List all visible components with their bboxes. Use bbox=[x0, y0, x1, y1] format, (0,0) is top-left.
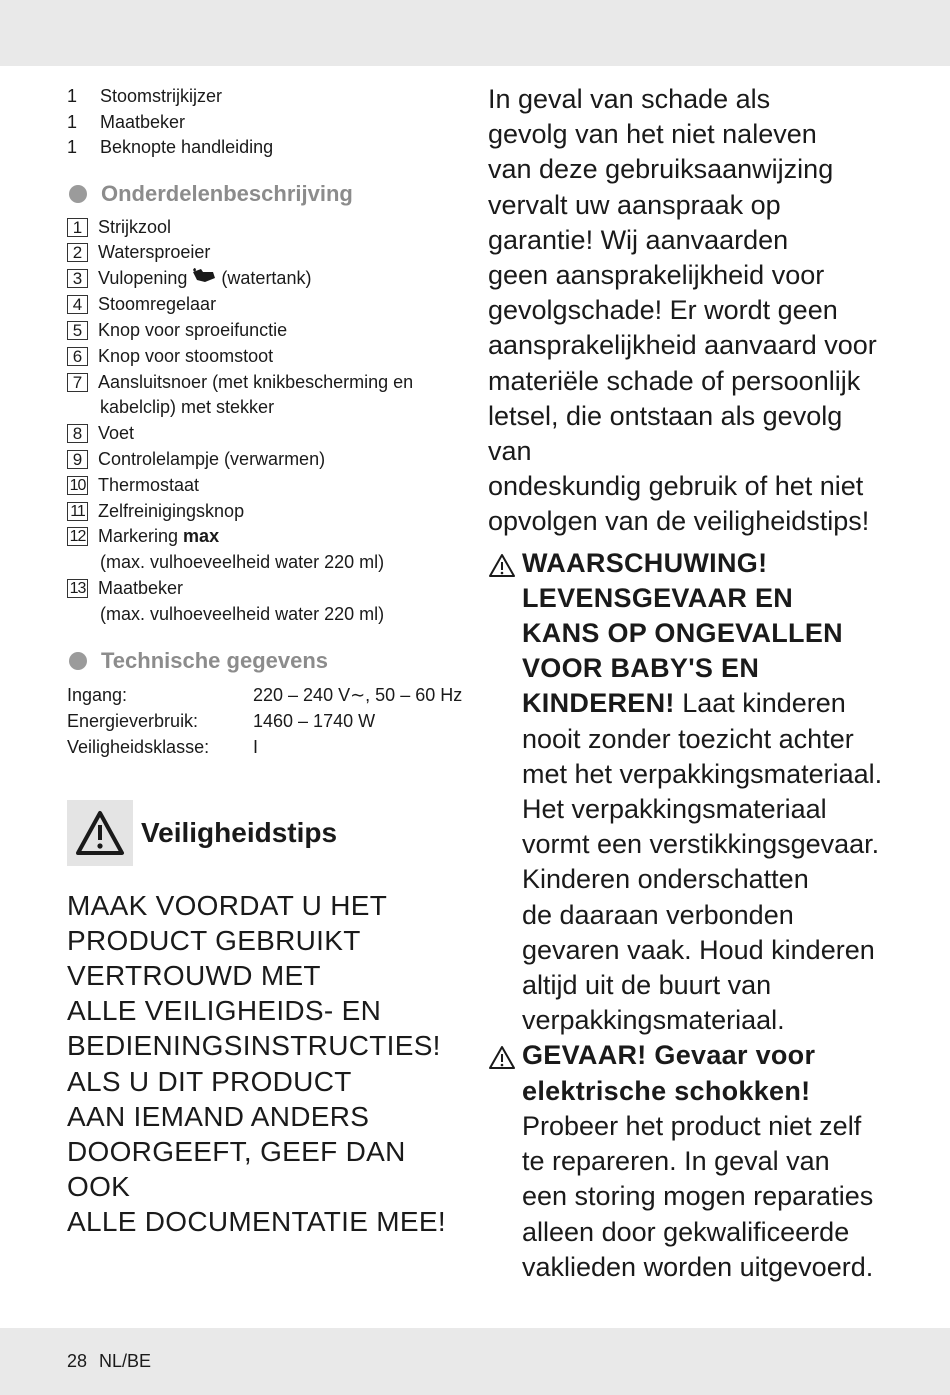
page-footer bbox=[67, 1351, 151, 1372]
list-item: 11 Zelfreinigingsknop bbox=[67, 499, 467, 525]
bullet-icon bbox=[69, 185, 87, 203]
table-row: Ingang: 220 – 240 V∼, 50 – 60 Hz bbox=[67, 684, 463, 705]
water-fill-icon bbox=[191, 266, 217, 292]
list-item: 8 Voet bbox=[67, 421, 467, 447]
list-item-continuation: (max. vulhoeveelheid water 220 ml) bbox=[100, 552, 385, 573]
list-item: 7 Aansluitsnoer (met knikbescherming en bbox=[67, 370, 467, 396]
warning-triangle-icon bbox=[488, 546, 522, 1039]
tech-heading: Technische gegevens bbox=[67, 648, 467, 674]
parts-heading: Onderdelenbeschrijving bbox=[67, 181, 467, 207]
list-item: 13 Maatbeker bbox=[67, 576, 467, 602]
bullet-icon bbox=[69, 652, 87, 670]
table-row: Veiligheidsklasse: I bbox=[67, 736, 259, 757]
list-item: 6 Knop voor stoomstoot bbox=[67, 344, 467, 370]
list-item: 3 Vulopening (watertank) bbox=[67, 266, 467, 292]
list-item: 1 Strijkzool bbox=[67, 215, 467, 241]
list-item: 12 Markering max bbox=[67, 524, 467, 550]
spec-table bbox=[67, 682, 467, 760]
safety-heading: Veiligheidstips bbox=[67, 800, 467, 866]
header-band bbox=[0, 0, 950, 66]
warning-children: WAARSCHUWING! LEVENSGEVAAR EN KANS OP ONGEVALLEN VOOR BABY'S EN KINDEREN! Laat kinderen nooit zonder toezicht achter met het verpakkingsmateriaal. Het verpakkingsmateriaal vormt een verstikkingsgevaar. Kinderen onderschatten de daaraan verbonden gevaren vaak. Houd kinderen altijd uit de buurt van verpakkingsmateriaal. bbox=[488, 546, 888, 1039]
page-number: 28 bbox=[67, 1351, 88, 1371]
left-column bbox=[67, 84, 467, 1240]
warning-electric: GEVAAR! Gevaar voor elektrische schokken! Probeer het product niet zelf te repareren. In geval van een storing mogen reparaties alleen door gekwalificeerde vaklieden worden uitgevoerd. bbox=[488, 1038, 888, 1284]
liability-paragraph: In geval van schade als gevolg van het niet naleven van deze gebruiksaanwijzing vervalt uw aanspraak op garantie! Wij aanvaarden geen aansprakelijkheid voor gevolgschade! Er wordt geen aansprakelijkheid aanvaard voor materiële schade of persoonlijk letsel, die ontstaan als gevolg van ondeskundig gebruik of het niet opvolgen van de veiligheidstips! bbox=[488, 84, 877, 537]
safety-caps-text: MAAK VOORDAT U HET PRODUCT GEBRUIKT VERTROUWD MET ALLE VEILIGHEIDS- EN BEDIENINGSINSTRUCTIES! ALS U DIT PRODUCT AAN IEMAND ANDERS DOORGEEFT, GEEF DAN OOK ALLE DOCUMENTATIE MEE! bbox=[67, 889, 446, 1238]
list-item: 4 Stoomregelaar bbox=[67, 292, 467, 318]
list-item: 5 Knop voor sproeifunctie bbox=[67, 318, 467, 344]
list-item: 10 Thermostaat bbox=[67, 473, 467, 499]
list-item: 2 Watersproeier bbox=[67, 240, 467, 266]
warning-icon bbox=[67, 800, 133, 866]
warning-triangle-icon bbox=[488, 1038, 522, 1284]
table-row: Energieverbruik: 1460 – 1740 W bbox=[67, 710, 376, 731]
language-code: NL/BE bbox=[99, 1351, 152, 1371]
scope-list bbox=[67, 84, 467, 161]
list-item: 1 Stoomstrijkijzer bbox=[67, 86, 223, 106]
list-item-continuation: kabelclip) met stekker bbox=[100, 397, 275, 418]
parts-list bbox=[67, 215, 467, 628]
list-item: 1 Maatbeker bbox=[67, 111, 186, 132]
right-column bbox=[488, 82, 888, 1285]
list-item: 1 Beknopte handleiding bbox=[67, 137, 274, 157]
list-item: 9 Controlelampje (verwarmen) bbox=[67, 447, 467, 473]
list-item-continuation: (max. vulhoeveelheid water 220 ml) bbox=[100, 603, 385, 624]
